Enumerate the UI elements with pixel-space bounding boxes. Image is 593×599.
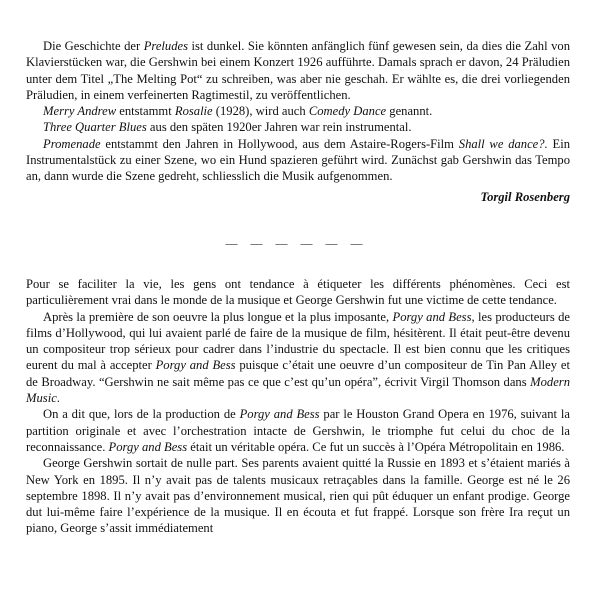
text: , les producteurs de films d’Hollywood, qui lui avaient parlé de faire de la musique de film, hésitèrent. Il était peut-être devenu un compositeur trop sérieux pour cadrer dans l’industrie du spectacle. Il est bien connu que les critiques eurent du mal à accepter <box>26 309 570 373</box>
title-rosalie: Rosalie <box>174 104 213 119</box>
title-comedy-dance: Comedy Dance <box>308 104 387 119</box>
text: Die Geschichte der <box>43 39 144 53</box>
title-merry-andrew: Merry Andrew <box>43 104 117 119</box>
text: était un véritable opéra. Ce fut un succès à l’Opéra Métropolitain en 1986. <box>187 439 565 454</box>
text: genannt. <box>386 104 433 119</box>
text: aus den späten 1920er Jahren war rein instrumental. <box>146 120 412 135</box>
text: entstammt den Jahren in Hollywood, aus dem Astaire-Rogers-Film <box>100 136 459 151</box>
title-modern-music: Modern Music <box>26 374 570 406</box>
text: (1928), wird auch <box>212 104 309 119</box>
author-signature: Torgil Rosenberg <box>480 189 570 204</box>
german-paragraph-promenade <box>26 136 570 185</box>
german-paragraph-merry-andrew <box>26 103 570 119</box>
text: entstammt <box>116 104 175 119</box>
german-paragraph-three-quarter-blues <box>26 119 570 135</box>
title-porgy-and-bess: Porgy and Bess <box>239 407 320 422</box>
title-porgy-and-bess: Porgy and Bess <box>108 439 188 454</box>
title-porgy-and-bess: Porgy and Bess <box>155 358 236 373</box>
text: puisque c’était une oeuvre d’un compositeur de Tin Pan Alley et de Broadway. “Gershwin ne sait même pas ce que c’est qu’un opéra”, écrivit Virgil Thomson dans <box>26 358 570 389</box>
title-promenade: Promenade <box>43 136 101 151</box>
french-paragraph-porgy-hollywood <box>26 309 570 407</box>
german-paragraph-preludes <box>26 38 570 103</box>
text: Après la première de son oeuvre la plus longue et la plus imposante, <box>43 309 393 324</box>
text: On a dit que, lors de la production de <box>43 407 240 422</box>
title-preludes: Preludes <box>143 39 189 53</box>
text: par le Houston Grand Opera en 1976, suivant la partition originale et avec l’orchestration intacte de Gershwin, le triomphe fut celui du choc de la reconnaissance. <box>26 407 570 454</box>
french-paragraph-biography: George Gershwin sortait de nulle part. Ses parents avaient quitté la Russie en 1893 et s’étaient mariés à New York en 1895. Il n’y avait pas de talents musicaux retraçables dans la famille. George est né le 26 septembre 1898. Il n’y avait pas d’environnement musical, rien qui pût éduquer un enfant prodige. George dut lui-même faire l’expérience de la musique. Il en écouta et fut frappé. Lorsque son frère Ira reçut un piano, George s’assit immédiatement <box>26 456 570 536</box>
section-divider: — — — — — — <box>225 236 368 250</box>
text: Ein Instrumentalstück zu einer Szene, wo ein Hund spazieren geführt wird. Zunächst gab Gershwin das Tempo an, dann wurde die Szene gedreht, schliesslich die Musik aufgenommen. <box>26 136 571 184</box>
german-section <box>26 38 570 205</box>
title-porgy-and-bess: Porgy and Bess <box>392 309 472 324</box>
title-shall-we-dance: Shall we dance?. <box>458 136 548 151</box>
french-paragraph-intro: Pour se faciliter la vie, les gens ont tendance à étiqueter les différents phénomènes. Ceci est particulièrement vrai dans le monde de la musique et George Gershwin fut une victime de cette tendance. <box>26 277 570 308</box>
text: ist dunkel. Sie könnten anfänglich fünf gewesen sein, da dies die Zahl von Klavierstücken war, die Gershwin bei einem Konzert 1926 aufführte. Damals sprach er davon, 24 Präludien unter dem Titel „The Melting Pot“ zu schreiben, was aber nie geschah. Er wählte es, die drei vorliegenden Präludien, in einem verfeinerten Ragtimestil, zu veröffentlichen. <box>26 39 570 102</box>
title-three-quarter-blues: Three Quarter Blues <box>43 120 147 135</box>
french-section <box>26 276 570 537</box>
text: . <box>56 391 60 406</box>
french-paragraph-houston <box>26 406 570 455</box>
